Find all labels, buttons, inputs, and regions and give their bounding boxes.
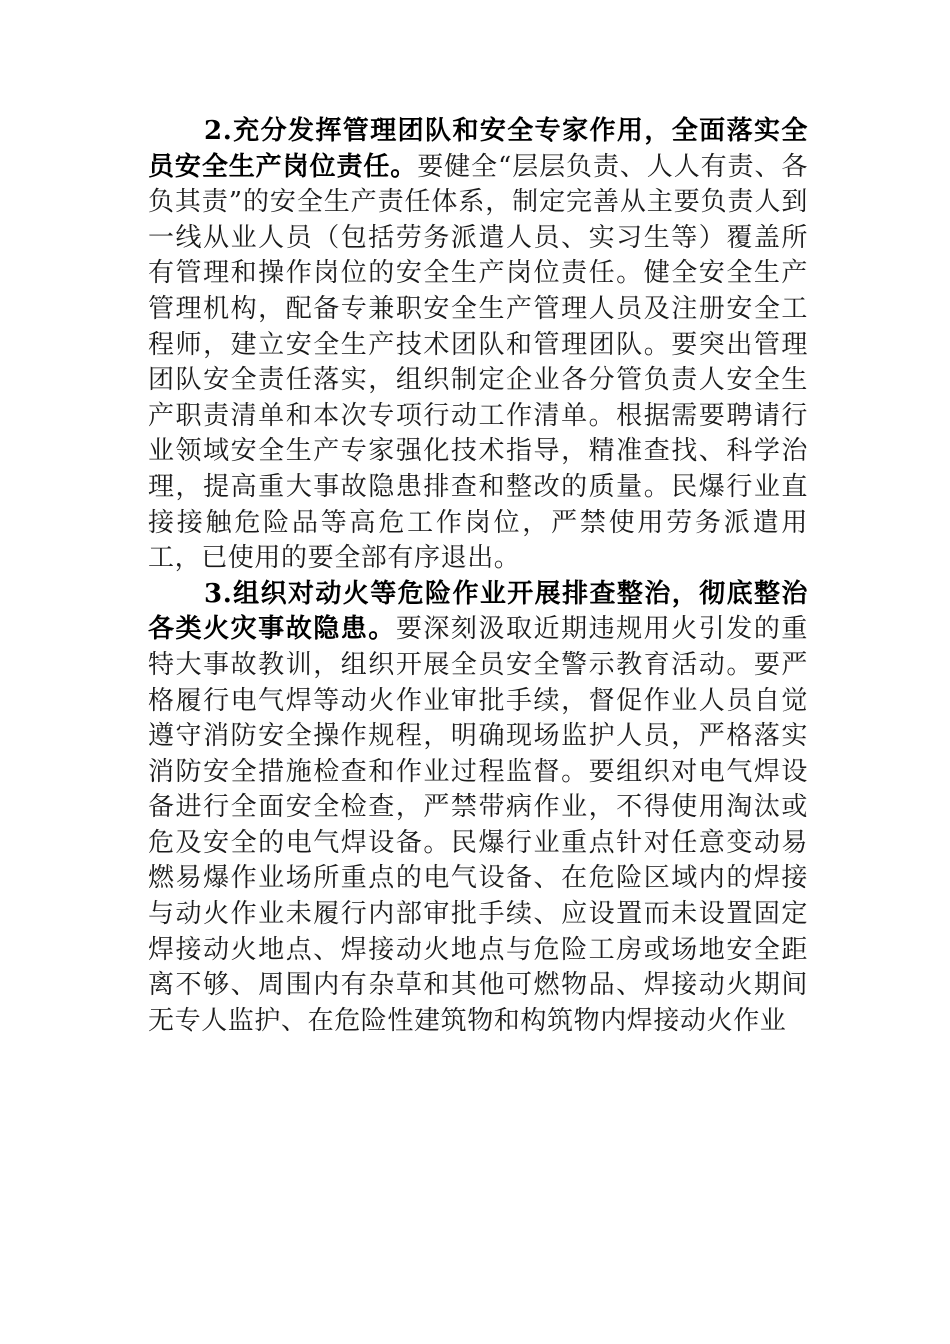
paragraph-2 [148, 114, 808, 577]
paragraph-3-text: 要深刻汲取近期违规用火引发的重特大事故教训，组织开展全员安全警示教育活动。要严格履行电气焊等动火作业审批手续，督促作业人员自觉遵守消防安全操作规程，明确现场监护人员，严格落实消防安全措施检查和作业过程监督。要组织对电气焊设备进行全面安全检查，严禁带病作业，不得使用淘汰或危及安全的电气焊设备。民爆行业重点针对任意变动易燃易爆作业场所重点的电气设备、在危险区域内的焊接与动火作业未履行内部审批手续、应设置而未设置固定焊接动火地点、焊接动火地点与危险工房或场地安全距离不够、周围内有杂草和其他可燃物品、焊接动火期间无专人监护、在危险性建筑物和构筑物内焊接动火作业 [148, 614, 808, 1036]
paragraph-2-text: 要健全“层层负责、人人有责、各负其责”的安全生产责任体系，制定完善从主要负责人到一线从业人员（包括劳务派遣人员、实习生等）覆盖所有管理和操作岗位的安全生产岗位责任。健全安全生产管理机构，配备专兼职安全生产管理人员及注册安全工程师，建立安全生产技术团队和管理团队。要突出管理团队安全责任落实，组织制定企业各分管负责人安全生产职责清单和本次专项行动工作清单。根据需要聘请行业领域安全生产专家强化技术指导，精准查找、科学治理，提高重大事故隐患排查和整改的质量。民爆行业直接接触危险品等高危工作岗位，严禁使用劳务派遣用工，已使用的要全部有序退出。 [148, 151, 808, 574]
paragraph-2-heading: 2.充分发挥管理团队和安全专家作用，全面落实全员安全生产岗位责任。 [148, 116, 808, 182]
paragraph-3-heading: 3.组织对动火等危险作业开展排查整治，彻底整治各类火灾事故隐患。 [148, 578, 808, 645]
paragraph-3 [148, 577, 808, 1040]
document-body [148, 114, 808, 1039]
